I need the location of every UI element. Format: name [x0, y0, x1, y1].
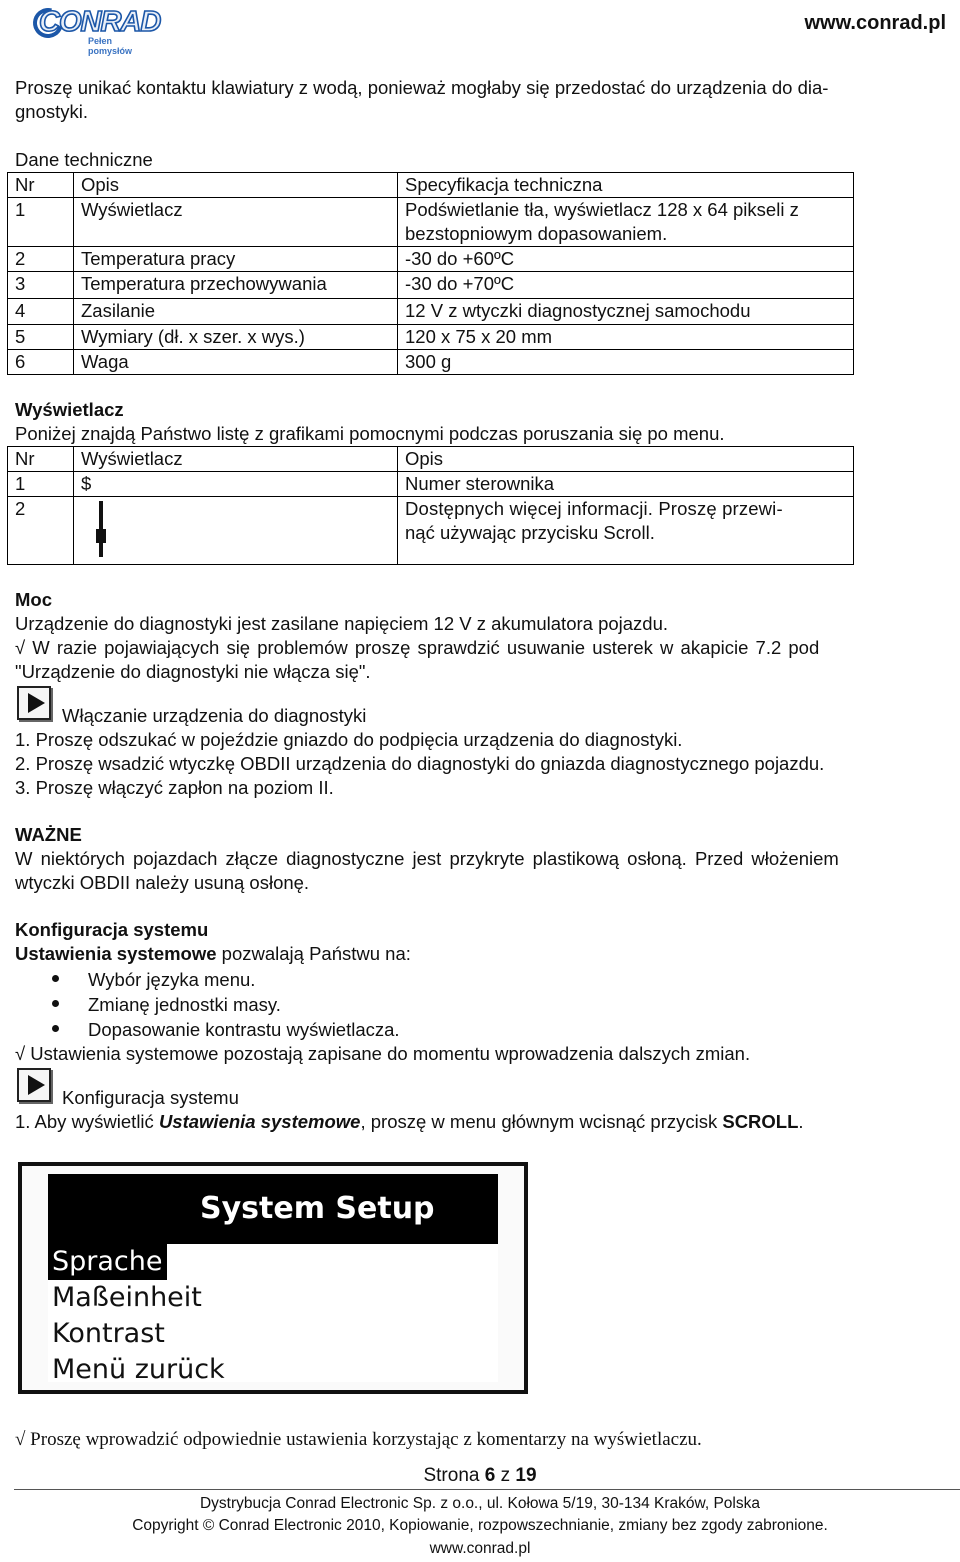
power-step-1: 1. Proszę odszukać w pojeździe gniazdo do podpięcia urządzenia do diagnostyki.	[15, 729, 683, 750]
row-nr: 3	[8, 272, 74, 299]
lcd-title: System Setup	[48, 1174, 498, 1244]
conrad-logo	[33, 6, 161, 56]
important-heading: WAŻNE	[15, 824, 82, 845]
page-current: 6	[484, 1465, 496, 1486]
page-prefix: Strona	[423, 1465, 485, 1486]
row-opis: Temperatura pracy	[74, 247, 398, 272]
tech-header-nr: Nr	[8, 173, 74, 198]
play-icon	[17, 1068, 51, 1102]
row-nr: 1	[8, 198, 74, 247]
table-row	[8, 325, 854, 350]
row-nr: 2	[8, 247, 74, 272]
list-item: Dopasowanie kontrastu wyświetlacza.	[88, 1019, 400, 1040]
power-line-1: Urządzenie do diagnostyki jest zasilane napięciem 12 V z akumulatora pojazdu.	[15, 613, 669, 634]
display-header-nr: Nr	[8, 447, 74, 472]
row-spec: Podświetlanie tła, wyświetlacz 128 x 64 pikseli z bezstopniowym dopasowaniem.	[398, 198, 854, 247]
power-step-2: 2. Proszę wsadzić wtyczkę OBDII urządzenia do diagnostyki do gniazda diagnostycznego pojazdu.	[15, 753, 825, 774]
row-opis	[398, 497, 854, 565]
config-step-1	[15, 1110, 804, 1134]
page-mid: z	[495, 1465, 516, 1486]
lcd-menu-item-masseinheit[interactable]: Maßeinheit	[52, 1282, 202, 1313]
tech-header-opis: Opis	[74, 173, 398, 198]
row-opis: Zasilanie	[74, 299, 398, 325]
lcd-inner	[48, 1174, 498, 1385]
config-step-1-e: .	[798, 1111, 804, 1132]
tech-header-spec: Specyfikacja techniczna	[398, 173, 854, 198]
lcd-menu-item-sprache[interactable]: Sprache	[48, 1244, 167, 1280]
bullet-icon	[52, 1025, 59, 1032]
logo-text: CONRAD	[39, 6, 161, 38]
header-site-link[interactable]: www.conrad.pl	[804, 12, 946, 34]
config-lead-bold: Ustawienia systemowe	[15, 943, 217, 964]
table-row	[8, 198, 854, 247]
footer-distributor: Dystrybucja Conrad Electronic Sp. z o.o., ul. Kołowa 5/19, 30-134 Kraków, Polska	[199, 1495, 760, 1512]
table-row	[8, 272, 854, 299]
config-step-title: Konfiguracja systemu	[62, 1087, 239, 1108]
lcd-screen	[18, 1162, 528, 1394]
table-row	[8, 247, 854, 272]
row-spec: 12 V z wtyczki diagnostycznej samochodu	[398, 299, 854, 325]
play-icon	[17, 686, 51, 720]
intro-line-1: Proszę unikać kontaktu klawiatury z wodą, ponieważ mogłaby się przedostać do urządzenia do dia-	[15, 77, 829, 98]
list-item: Zmianę jednostki masy.	[88, 994, 281, 1015]
closing-note: √ Proszę wprowadzić odpowiednie ustawienia korzystając z komentarzy na wyświetlaczu.	[15, 1429, 702, 1450]
config-heading: Konfiguracja systemu	[15, 919, 209, 940]
scrollbar-icon	[94, 501, 108, 561]
power-line-3: "Urządzenie do diagnostyki nie włącza się".	[15, 661, 371, 682]
table-row	[8, 299, 854, 325]
table-row	[8, 472, 854, 497]
important-line-1: W niektórych pojazdach złącze diagnostyczne jest przykryte plastikową osłoną. Przed włożeniem	[15, 848, 839, 869]
tech-heading: Dane techniczne	[15, 149, 153, 170]
display-header-opis: Opis	[398, 447, 854, 472]
table-row	[8, 497, 854, 565]
row-opis: Temperatura przechowywania	[74, 272, 398, 299]
config-step-1-c: , proszę w menu głównym wcisnąć przycisk	[360, 1111, 723, 1132]
row-opis: Waga	[74, 350, 398, 375]
row-opis-line-1: Dostępnych więcej informacji. Proszę przewi-	[405, 498, 783, 519]
lcd-menu-item-menu-zurueck[interactable]: Menü zurück	[52, 1354, 225, 1385]
row-spec: -30 do +60ºC	[398, 247, 854, 272]
row-opis: Wymiary (dł. x szer. x wys.)	[74, 325, 398, 350]
row-spec: 120 x 75 x 20 mm	[398, 325, 854, 350]
tech-table-header	[8, 173, 854, 198]
logo-tagline: Pełen pomysłów	[88, 36, 133, 56]
row-nr: 1	[8, 472, 74, 497]
scroll-key-label: SCROLL	[722, 1111, 799, 1132]
important-line-2: wtyczki OBDII należy usuną osłonę.	[15, 872, 310, 893]
config-lead	[15, 942, 411, 966]
power-line-2: √ W razie pojawiających się problemów proszę sprawdzić usuwanie usterek w akapicie 7.2 pod	[15, 637, 820, 658]
config-lead-rest: pozwalają Państwu na:	[216, 943, 411, 964]
config-step-1-a: 1. Aby wyświetlić	[15, 1111, 159, 1132]
lcd-menu-item-kontrast[interactable]: Kontrast	[52, 1318, 165, 1349]
display-table	[7, 446, 854, 565]
list-item: Wybór języka menu.	[88, 969, 256, 990]
row-opis-line-2: nąć używając przycisku Scroll.	[405, 522, 655, 543]
page-number	[0, 1465, 960, 1487]
config-note: √ Ustawienia systemowe pozostają zapisane do momentu wprowadzenia dalszych zmian.	[15, 1043, 751, 1064]
footer-divider	[14, 1489, 960, 1490]
scrollbar-symbol-cell	[74, 497, 398, 565]
row-nr: 5	[8, 325, 74, 350]
display-heading: Wyświetlacz	[15, 399, 124, 420]
row-spec: -30 do +70ºC	[398, 272, 854, 299]
table-row	[8, 350, 854, 375]
bullet-icon	[52, 975, 59, 982]
footer-copyright: Copyright © Conrad Electronic 2010, Kopiowanie, rozpowszechnianie, zmiany bez zgody zabronione.	[132, 1517, 828, 1534]
row-nr: 6	[8, 350, 74, 375]
page-total: 19	[515, 1465, 537, 1486]
row-opis: Wyświetlacz	[74, 198, 398, 247]
intro-line-2: gnostyki.	[15, 101, 89, 122]
row-opis: Numer sterownika	[398, 472, 854, 497]
power-heading: Moc	[15, 589, 52, 610]
display-table-header	[8, 447, 854, 472]
row-nr: 4	[8, 299, 74, 325]
config-step-1-emph: Ustawienia systemowe	[158, 1111, 361, 1132]
row-nr: 2	[8, 497, 74, 565]
tech-table	[7, 172, 854, 375]
bullet-icon	[52, 1000, 59, 1007]
display-intro: Poniżej znajdą Państwo listę z grafikami pomocnymi podczas poruszania się po menu.	[15, 423, 725, 444]
row-spec: 300 g	[398, 350, 854, 375]
power-step-3: 3. Proszę włączyć zapłon na poziom II.	[15, 777, 334, 798]
power-step-title: Włączanie urządzenia do diagnostyki	[62, 705, 367, 726]
footer-site-link[interactable]: www.conrad.pl	[429, 1540, 531, 1557]
display-header-display: Wyświetlacz	[74, 447, 398, 472]
controller-symbol: $	[74, 472, 398, 497]
